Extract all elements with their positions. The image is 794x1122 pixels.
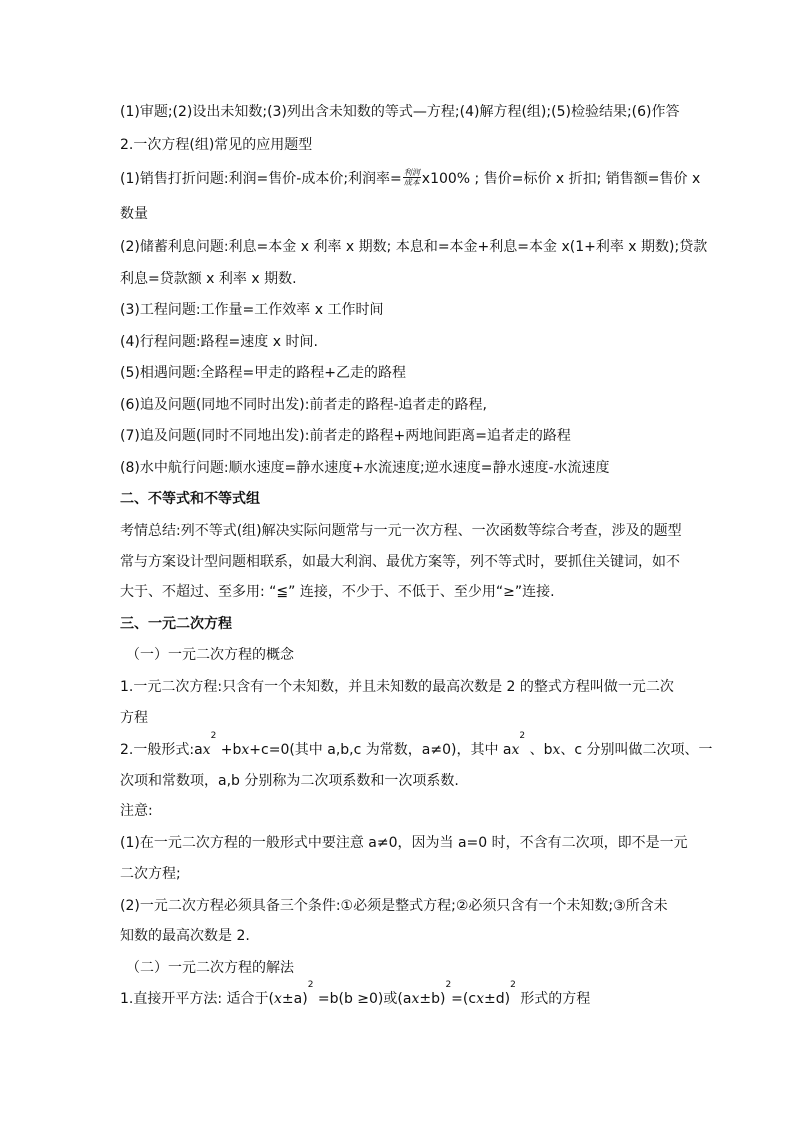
text-line [120, 582, 555, 602]
text-line [120, 395, 487, 415]
text: (5)相遇问题:全路程=甲走的路程+乙走的路程 [120, 365, 407, 381]
text: (2)一元二次方程必须具备三个条件:①必须是整式方程;②必须只含有一个未知数;③所含未 [120, 898, 668, 914]
exponent: 2 [210, 731, 217, 741]
text-line [120, 204, 148, 224]
text-line [120, 363, 406, 383]
text-line [120, 864, 181, 884]
text: x100% ; 售价=标价 x 折扣; 销售额=售价 x [421, 171, 701, 187]
text-line [120, 300, 383, 320]
text: 利息=贷款额 x 利率 x 期数. [120, 271, 297, 287]
text-line [120, 458, 610, 478]
exponent: 2 [519, 731, 526, 741]
text: (2)储蓄利息问题:利息=本金 x 利率 x 期数; 本息和=本金+利息=本金 x(1+利率 x 期数);贷款 [120, 239, 708, 255]
text-line [120, 332, 318, 352]
square-root-method-line [120, 980, 591, 1009]
text-line [120, 833, 688, 853]
text: 数量 [120, 206, 148, 222]
text-line [120, 135, 312, 155]
text: +b [216, 742, 242, 758]
text: 2.一次方程(组)常见的应用题型 [120, 137, 313, 153]
section-heading [120, 489, 260, 509]
text-line [120, 102, 680, 122]
variable-x: x [241, 742, 250, 758]
text: 、c 分别叫做二次项、一 [560, 742, 713, 758]
text-line [120, 708, 148, 728]
fraction-denominator: 成本 [403, 177, 420, 187]
text: 1.一元二次方程:只含有一个未知数，并且未知数的最高次数是 2 的整式方程叫做一元二次 [120, 679, 674, 695]
text: (1)在一元二次方程的一般形式中要注意 a≠0，因为当 a=0 时，不含有二次项，即不是一元 [120, 835, 688, 851]
text: 知数的最高次数是 2. [120, 928, 250, 944]
text: (8)水中航行问题:顺水速度=静水速度+水流速度;逆水速度=静水速度-水流速度 [120, 460, 610, 476]
text-line [120, 269, 297, 289]
exponent: 2 [445, 980, 452, 990]
variable-x: x [476, 991, 484, 1007]
text-line [120, 426, 571, 446]
text: (1)销售打折问题:利润=售价-成本价;利润率= [120, 171, 402, 187]
text: 考情总结:列不等式(组)解决实际问题常与一元一次方程、一次函数等综合考查，涉及的题型 [120, 523, 682, 539]
text: 方程 [120, 710, 148, 726]
text-line [120, 896, 668, 916]
text: 常与方案设计型问题相联系，如最大利润、最优方案等，列不等式时，要抓住关键词，如不 [120, 554, 680, 570]
exponent: 2 [307, 980, 314, 990]
text-line [120, 771, 459, 791]
text: (3)工程问题:工作量=工作效率 x 工作时间 [120, 302, 384, 318]
text-line [120, 677, 674, 697]
profit-rate-line [120, 169, 700, 189]
text: 二次方程; [120, 866, 181, 882]
text: (1)审题;(2)设出未知数;(3)列出含未知数的等式—方程;(4)解方程(组);(5)检验结果;(6)作答 [120, 104, 680, 120]
heading-text: 二、不等式和不等式组 [120, 491, 260, 507]
text: 2.一般形式:a [120, 742, 203, 758]
text: 1.直接开平方法: 适合于( [120, 991, 274, 1007]
text: ±a) [281, 991, 308, 1007]
variable-x: x [552, 742, 561, 758]
text-line [120, 521, 682, 541]
text: 大于、不超过、至多用: “≦” 连接，不少于、不低于、至少用“≥”连接. [120, 584, 555, 600]
text: =b(b ≥0)或(a [313, 991, 412, 1007]
variable-x: x [411, 991, 420, 1007]
text: =(c [451, 991, 477, 1007]
subsection-heading [126, 958, 294, 978]
text: （二）一元二次方程的解法 [126, 960, 294, 976]
text-line [120, 926, 250, 946]
text: ±b) [419, 991, 446, 1007]
profit-rate-fraction [403, 168, 421, 187]
variable-x: x [202, 742, 211, 758]
text-line [120, 552, 680, 572]
heading-text: 三、一元二次方程 [120, 616, 232, 632]
variable-x: x [274, 991, 282, 1007]
section-heading [120, 614, 232, 634]
text: 、b [525, 742, 553, 758]
text: (7)追及问题(同时不同地出发):前者走的路程+两地间距离=追者走的路程 [120, 428, 571, 444]
text-line [120, 237, 707, 257]
fraction-numerator: 利润 [403, 167, 420, 177]
text: 形式的方程 [515, 991, 591, 1007]
text: 注意: [120, 803, 153, 819]
subsection-heading [126, 645, 294, 665]
text: +c=0(其中 a,b,c 为常数，a≠0)，其中 a [249, 742, 512, 758]
text: (6)追及问题(同地不同时出发):前者走的路程-追者走的路程, [120, 397, 487, 413]
text-line [120, 801, 153, 821]
exponent: 2 [510, 980, 516, 990]
text: (4)行程问题:路程=速度 x 时间. [120, 334, 318, 350]
general-form-line [120, 731, 713, 760]
text: ±d) [483, 991, 511, 1007]
variable-x: x [511, 742, 520, 758]
text: （一）一元二次方程的概念 [126, 647, 294, 663]
text: 次项和常数项，a,b 分别称为二次项系数和一次项系数. [120, 773, 459, 789]
